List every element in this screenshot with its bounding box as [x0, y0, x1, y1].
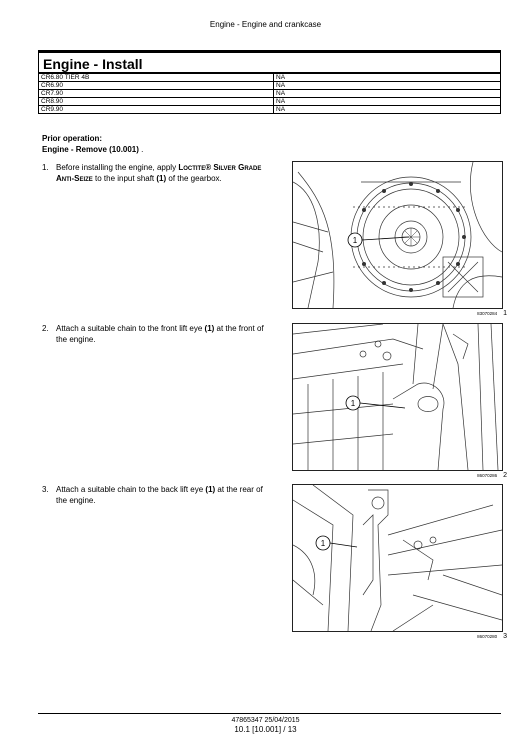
step-number: 3.	[42, 485, 49, 494]
figure-2-front-lift-eye	[292, 323, 503, 471]
figure-2-illustration	[293, 324, 502, 470]
step-text-part: of the gearbox.	[166, 173, 222, 183]
step-number: 2.	[42, 324, 49, 333]
status-cell: NA	[274, 106, 501, 114]
figure-1-illustration	[293, 162, 502, 308]
document-id: 47865347 25/04/2015	[231, 717, 300, 724]
figure-code: 86070280	[477, 634, 498, 639]
step-1	[42, 163, 274, 184]
figure-number: 2	[503, 472, 507, 479]
callout-ref: (1)	[205, 485, 216, 494]
step-text-part: at the front of the engine.	[56, 324, 264, 344]
figure-1-caption	[292, 310, 507, 317]
table-row	[39, 90, 501, 98]
callout-ref: (1)	[204, 324, 215, 333]
status-cell: NA	[274, 82, 501, 90]
figure-3-back-lift-eye	[292, 484, 503, 632]
step-text	[56, 324, 274, 345]
model-cell: CR6.80 TIER 4B	[39, 74, 274, 82]
step-2	[42, 324, 274, 345]
figure-3-caption	[292, 633, 507, 640]
page-reference: 10.1 [10.001] / 13	[234, 725, 297, 734]
status-cell: NA	[274, 98, 501, 106]
prior-operation-label: Prior operation:	[42, 134, 103, 143]
table-row	[39, 106, 501, 114]
footer-divider	[38, 713, 501, 714]
prior-operation	[42, 133, 143, 155]
figure-callout: 1	[352, 236, 358, 245]
page-footer	[0, 716, 531, 734]
step-text	[56, 485, 274, 506]
figure-code: 83070284	[477, 311, 498, 316]
figure-3-illustration	[293, 485, 502, 631]
table-row	[39, 98, 501, 106]
prior-operation-suffix: .	[138, 145, 144, 154]
step-text-part: Before installing the engine, apply	[56, 163, 179, 172]
step-text-part: Attach a suitable chain to the back lift eye	[56, 485, 206, 494]
status-cell: NA	[274, 74, 501, 82]
figure-2-caption	[292, 472, 507, 479]
step-text	[56, 163, 274, 184]
model-cell: CR9.90	[39, 106, 274, 114]
step-number: 1.	[42, 163, 49, 172]
status-cell: NA	[274, 90, 501, 98]
table-row	[39, 74, 501, 82]
model-cell: CR6.90	[39, 82, 274, 90]
figure-callout: 1	[350, 399, 356, 408]
step-text-part: at the rear of the engine.	[56, 485, 263, 505]
figure-callout: 1	[320, 539, 326, 548]
figure-number: 3	[503, 633, 507, 640]
prior-operation-link[interactable]: Engine - Remove (10.001)	[42, 145, 139, 154]
model-applicability-table	[38, 73, 501, 114]
section-title: Engine - Install	[38, 50, 501, 73]
product-name: Loctite® Silver Grade Anti-Seize	[56, 163, 262, 183]
table-row	[39, 82, 501, 90]
figure-number: 1	[503, 310, 507, 317]
step-text-part: to the input shaft	[92, 173, 157, 183]
callout-ref: (1)	[156, 173, 167, 183]
figure-code: 86070286	[477, 473, 498, 478]
step-text-part: Attach a suitable chain to the front lift eye	[56, 324, 205, 333]
model-cell: CR7.90	[39, 90, 274, 98]
model-cell: CR8.90	[39, 98, 274, 106]
figure-1-gearbox-input-shaft	[292, 161, 503, 309]
step-3	[42, 485, 274, 506]
running-header: Engine - Engine and crankcase	[209, 20, 322, 29]
